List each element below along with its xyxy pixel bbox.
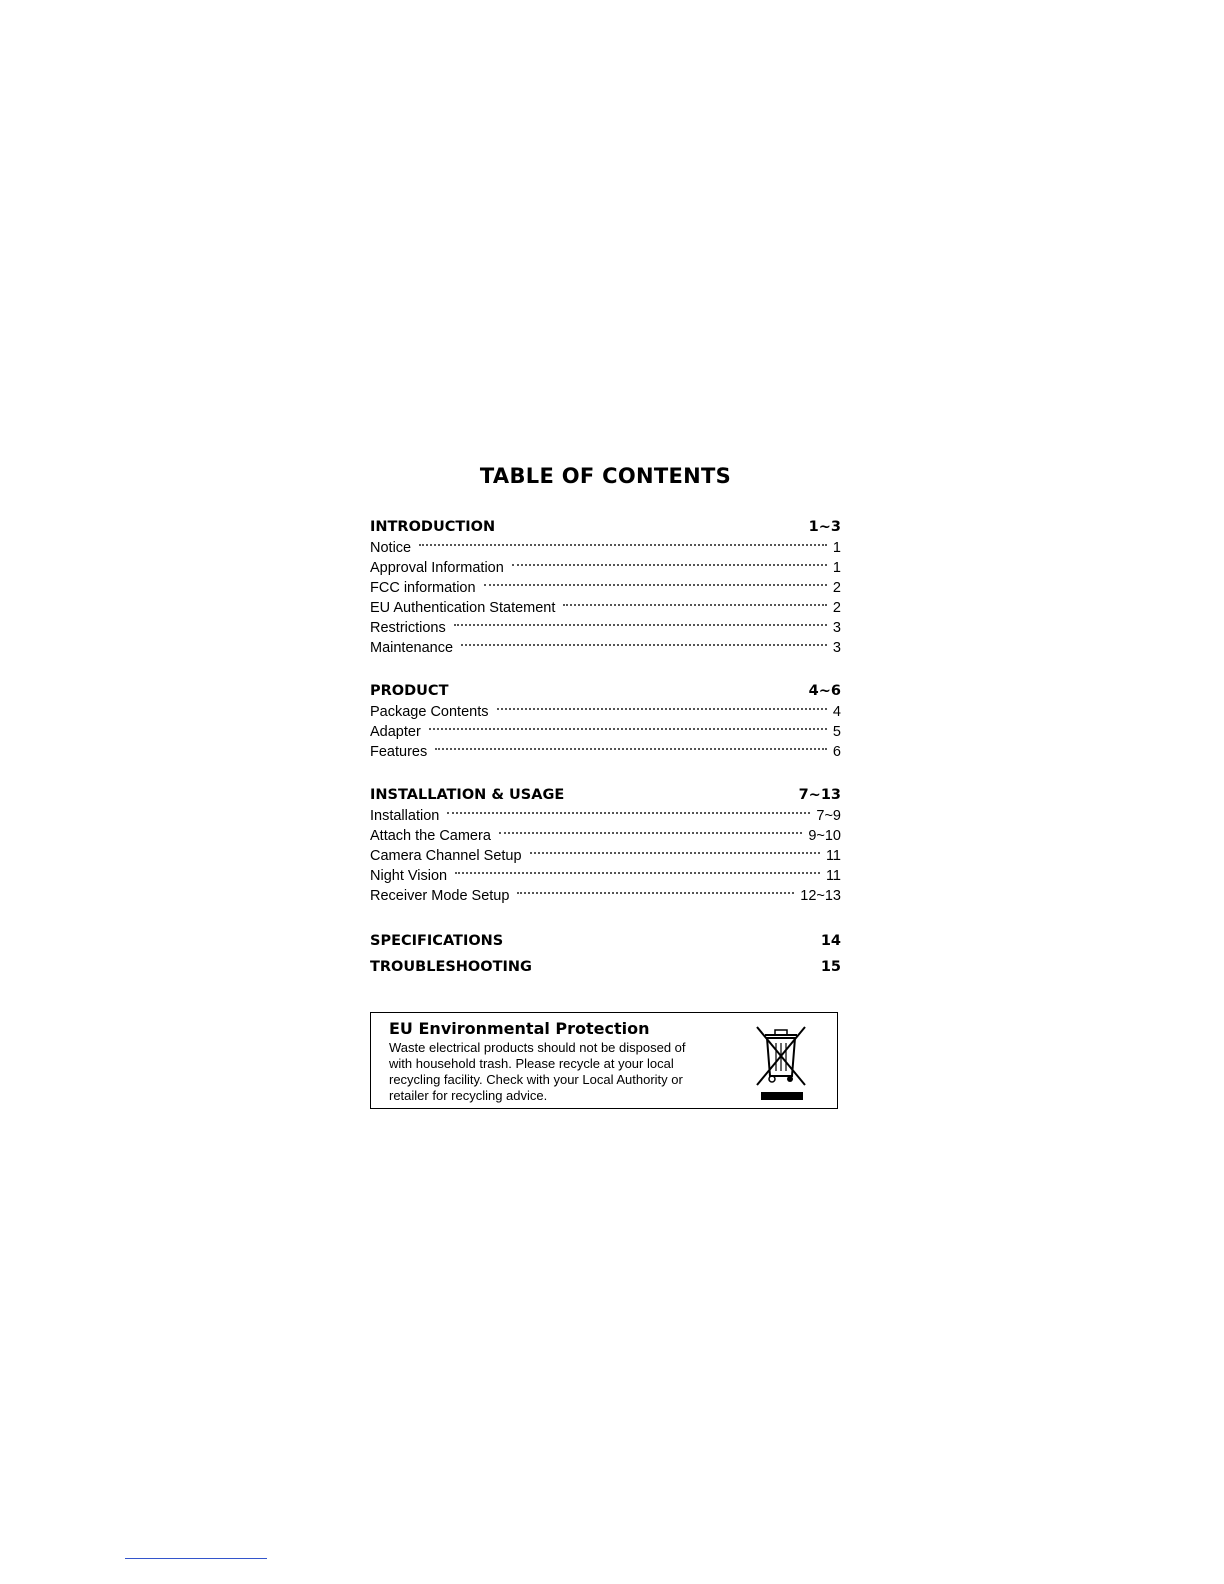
entry-page: 1 (832, 540, 841, 556)
entry-page: 1 (832, 560, 841, 576)
entry-label: Restrictions (370, 620, 446, 636)
toc-section-installation (370, 784, 841, 906)
section-heading (370, 680, 841, 702)
entry-page: 7~9 (816, 808, 841, 824)
dot-leader (530, 852, 820, 854)
toc-entry (370, 866, 841, 886)
section-heading (370, 784, 841, 806)
entry-page: 3 (832, 640, 841, 656)
dot-leader (454, 624, 827, 626)
toc-entry (370, 702, 841, 722)
entry-label: Adapter (370, 724, 421, 740)
entry-label: Approval Information (370, 560, 504, 576)
toc-section-product (370, 680, 841, 762)
dot-leader (484, 584, 827, 586)
notice-line: Waste electrical products should not be disposed of (389, 1040, 686, 1055)
section-heading-troubleshooting (370, 954, 841, 980)
toc-entry (370, 846, 841, 866)
section-pages: 7~13 (798, 787, 841, 803)
entry-label: Installation (370, 808, 440, 824)
toc-section-appendix (370, 928, 841, 980)
section-pages: 14 (820, 933, 841, 949)
toc-entry (370, 558, 841, 578)
dot-leader (461, 644, 827, 646)
dot-leader (455, 872, 820, 874)
dot-leader (497, 708, 827, 710)
toc-entry (370, 638, 841, 658)
notice-line: retailer for recycling advice. (389, 1088, 548, 1103)
entry-label: Maintenance (370, 640, 454, 656)
toc-entry (370, 618, 841, 638)
entry-label: EU Authentication Statement (370, 600, 556, 616)
weee-crossed-bin-icon (751, 1021, 811, 1101)
dot-leader (419, 544, 827, 546)
entry-page: 3 (832, 620, 841, 636)
eu-environmental-notice (370, 1012, 838, 1109)
entry-page: 11 (825, 868, 841, 884)
dot-leader (429, 728, 827, 730)
toc-entry (370, 742, 841, 762)
toc-entry (370, 806, 841, 826)
table-of-contents (370, 460, 841, 980)
entry-page: 2 (832, 580, 841, 596)
toc-entry (370, 538, 841, 558)
page-title: TABLE OF CONTENTS (479, 464, 732, 488)
entry-label: Attach the Camera (370, 828, 491, 844)
section-title: INTRODUCTION (370, 519, 496, 535)
entry-page: 12~13 (800, 888, 841, 904)
footnote-separator-line (125, 1558, 267, 1559)
dot-leader (499, 832, 802, 834)
entry-page: 4 (832, 704, 841, 720)
section-pages: 4~6 (808, 683, 841, 699)
section-title: INSTALLATION & USAGE (370, 787, 565, 803)
entry-page: 2 (832, 600, 841, 616)
notice-title: EU Environmental Protection (389, 1019, 650, 1038)
toc-entry (370, 886, 841, 906)
entry-label: Receiver Mode Setup (370, 888, 510, 904)
section-title: TROUBLESHOOTING (370, 959, 532, 975)
entry-label: Package Contents (370, 704, 489, 720)
toc-entry (370, 598, 841, 618)
entry-label: Features (370, 744, 428, 760)
section-pages: 15 (820, 959, 841, 975)
toc-entry (370, 578, 841, 598)
entry-page: 11 (825, 848, 841, 864)
entry-page: 6 (832, 744, 841, 760)
entry-page: 9~10 (808, 828, 841, 844)
entry-label: FCC information (370, 580, 476, 596)
section-title: PRODUCT (370, 683, 449, 699)
section-pages: 1~3 (808, 519, 841, 535)
notice-text (389, 1040, 729, 1104)
dot-leader (435, 748, 827, 750)
entry-page: 5 (832, 724, 841, 740)
section-heading (370, 516, 841, 538)
toc-section-introduction (370, 516, 841, 658)
dot-leader (563, 604, 827, 606)
toc-entry (370, 722, 841, 742)
section-heading-specifications (370, 928, 841, 954)
dot-leader (517, 892, 794, 894)
entry-label: Night Vision (370, 868, 448, 884)
section-title: SPECIFICATIONS (370, 933, 504, 949)
dot-leader (447, 812, 810, 814)
toc-entry (370, 826, 841, 846)
notice-line: recycling facility. Check with your Local Authority or (389, 1072, 683, 1087)
entry-label: Notice (370, 540, 412, 556)
notice-line: with household trash. Please recycle at your local (389, 1056, 674, 1071)
dot-leader (512, 564, 827, 566)
entry-label: Camera Channel Setup (370, 848, 522, 864)
